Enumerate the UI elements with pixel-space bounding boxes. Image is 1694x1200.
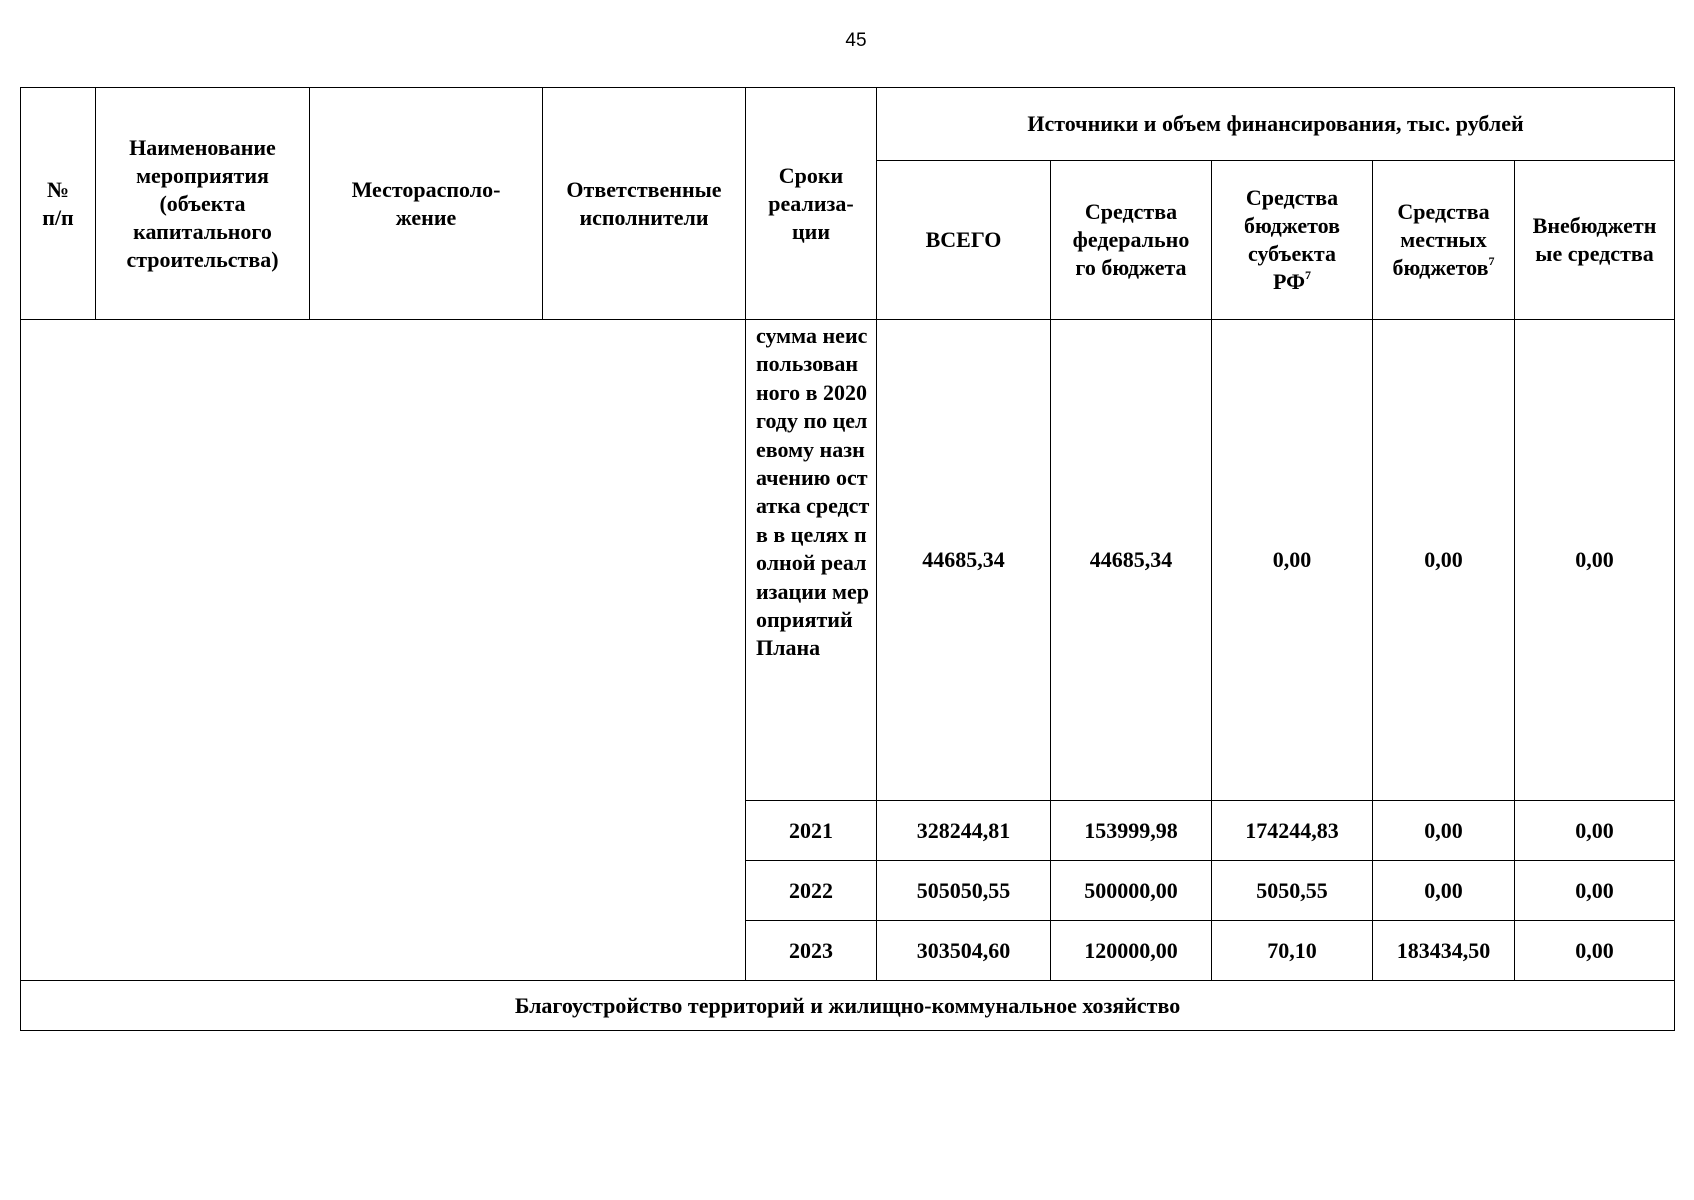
row-extra: 0,00 bbox=[1515, 921, 1675, 981]
row-federal: 44685,34 bbox=[1051, 320, 1212, 801]
blank-merged-cell bbox=[21, 320, 746, 981]
table-row bbox=[21, 320, 1675, 801]
header-local: Средства местных бюджетов$^7$ bbox=[1373, 161, 1515, 320]
row-term: 2023 bbox=[746, 921, 877, 981]
section-row bbox=[21, 981, 1675, 1031]
section-title: Благоустройство территорий и жилищно-коммунальное хозяйство bbox=[21, 981, 1675, 1031]
row-federal: 500000,00 bbox=[1051, 861, 1212, 921]
row-extra: 0,00 bbox=[1515, 801, 1675, 861]
row-subject: 70,10 bbox=[1212, 921, 1373, 981]
row-total: 303504,60 bbox=[877, 921, 1051, 981]
header-name: Наименование мероприятия (объекта капитального строительства) bbox=[96, 88, 310, 320]
row-local: 0,00 bbox=[1373, 801, 1515, 861]
funding-table bbox=[20, 87, 1675, 1031]
row-subject: 174244,83 bbox=[1212, 801, 1373, 861]
header-subject: Средства бюджетов субъекта $РФ^7$ bbox=[1212, 161, 1373, 320]
row-extra: 0,00 bbox=[1515, 861, 1675, 921]
header-row-top bbox=[21, 88, 1675, 161]
row-total: 328244,81 bbox=[877, 801, 1051, 861]
row-subject: 0,00 bbox=[1212, 320, 1373, 801]
row-local: 0,00 bbox=[1373, 320, 1515, 801]
row-term: 2022 bbox=[746, 861, 877, 921]
header-total: ВСЕГО bbox=[877, 161, 1051, 320]
row-term: 2021 bbox=[746, 801, 877, 861]
header-funding-group: Источники и объем финансирования, тыс. рублей bbox=[877, 88, 1675, 161]
header-terms: Сроки реализа-ции bbox=[746, 88, 877, 320]
row-total: 44685,34 bbox=[877, 320, 1051, 801]
row-local: 183434,50 bbox=[1373, 921, 1515, 981]
row-term: сумма неиспользованного в 2020 году по целевому назначению остатка средств в целях полной реализации мероприятий Плана bbox=[746, 320, 877, 801]
header-extra: Внебюджетн ые средства bbox=[1515, 161, 1675, 320]
row-local: 0,00 bbox=[1373, 861, 1515, 921]
header-federal: Средства федерально го бюджета bbox=[1051, 161, 1212, 320]
row-federal: 120000,00 bbox=[1051, 921, 1212, 981]
page-number: 45 bbox=[845, 30, 867, 51]
row-federal: 153999,98 bbox=[1051, 801, 1212, 861]
row-subject: 5050,55 bbox=[1212, 861, 1373, 921]
header-location: Месторасполо-жение bbox=[310, 88, 543, 320]
row-total: 505050,55 bbox=[877, 861, 1051, 921]
header-responsible: Ответственные исполнители bbox=[543, 88, 746, 320]
header-no: № п/п bbox=[21, 88, 96, 320]
row-extra: 0,00 bbox=[1515, 320, 1675, 801]
